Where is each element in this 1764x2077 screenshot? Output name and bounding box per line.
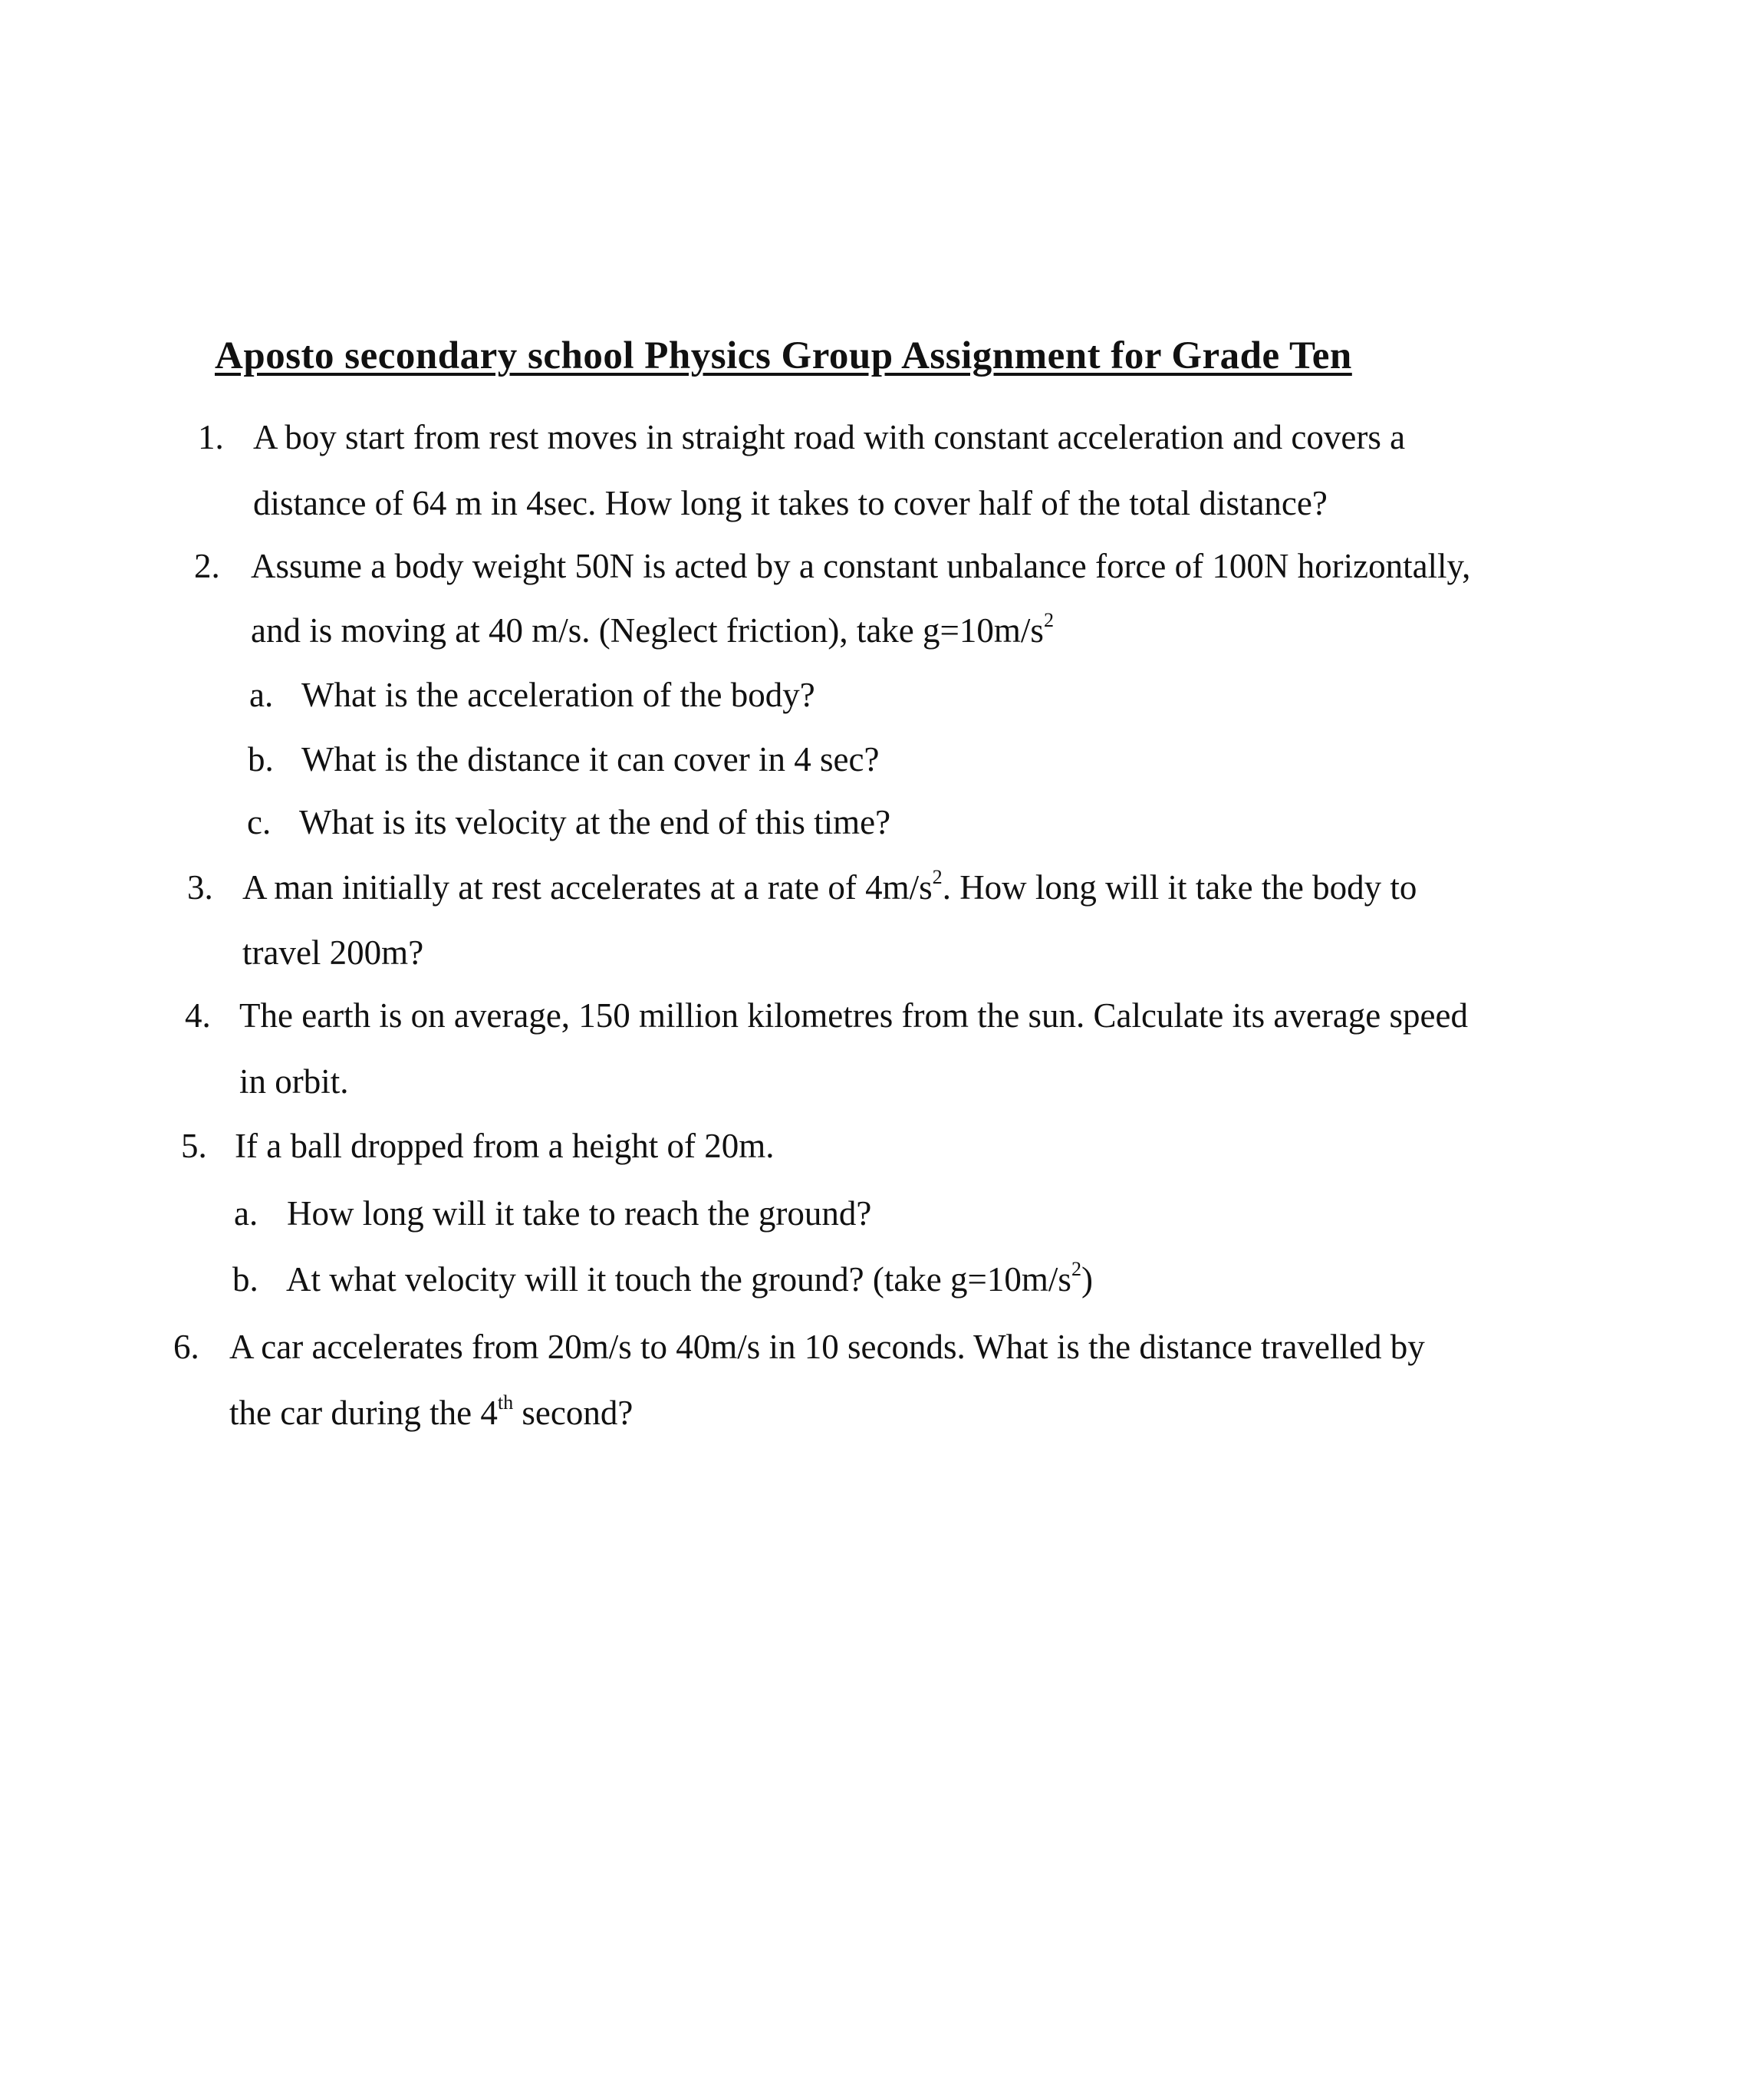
question-1-line-1: A boy start from rest moves in straight road with constant acceleration and covers a [253,418,1406,456]
question-3-number: 3. [187,868,213,907]
question-5-part-b-superscript: 2 [1071,1258,1081,1281]
question-3-line-1-text-a: A man initially at rest accelerates at a rate of 4m/s [242,868,933,907]
question-2-part-c-text: What is its velocity at the end of this time? [299,803,891,841]
question-2-line-1: Assume a body weight 50N is acted by a constant unbalance force of 100N horizontally, [251,547,1471,585]
question-2-part-a-label: a. [249,676,274,714]
question-2-number: 2. [194,547,220,585]
question-6-line-1: A car accelerates from 20m/s to 40m/s in 10 seconds. What is the distance travelled by [229,1328,1425,1366]
question-2-line-2 [251,609,1054,650]
question-6-line-2-text-a: the car during the 4 [229,1394,498,1432]
question-2-part-a-text: What is the acceleration of the body? [301,676,815,714]
question-5-part-b-text-a: At what velocity will it touch the ground? (take g=10m/s [286,1260,1071,1299]
question-4-number: 4. [185,996,211,1035]
question-5-part-b-text-b: ) [1081,1260,1093,1299]
question-5-part-a-text: How long will it take to reach the ground? [287,1194,872,1233]
question-5-part-b-label: b. [232,1260,258,1299]
question-2-line-2-text: and is moving at 40 m/s. (Neglect friction), take g=10m/s [251,611,1044,650]
question-6-line-2-text-b: second? [513,1394,634,1432]
question-4-line-2: in orbit. [239,1062,349,1101]
question-5-part-a-label: a. [234,1194,258,1233]
question-6-line-2 [229,1391,634,1432]
question-1-number: 1. [198,418,224,456]
question-6-number: 6. [173,1328,199,1366]
question-2-part-b-label: b. [248,740,274,778]
question-2-line-2-superscript: 2 [1043,609,1054,632]
question-2-part-c-label: c. [247,803,272,841]
question-3-line-1 [242,866,1417,907]
question-1-line-2: distance of 64 m in 4sec. How long it takes to cover half of the total distance? [253,484,1328,522]
question-5-line-1: If a ball dropped from a height of 20m. [235,1127,775,1165]
question-2-part-b-text: What is the distance it can cover in 4 sec? [301,740,880,778]
question-5-part-b-text [286,1258,1093,1299]
question-6-line-2-superscript: th [497,1391,514,1414]
question-3-line-2: travel 200m? [242,933,424,972]
page-title: Aposto secondary school Physics Group Assignment for Grade Ten [215,334,1352,377]
question-3-line-1-superscript: 2 [932,866,943,889]
question-3-line-1-text-b: . How long will it take the body to [942,868,1417,907]
question-5-number: 5. [181,1127,207,1165]
question-4-line-1: The earth is on average, 150 million kilometres from the sun. Calculate its average speed [239,996,1468,1035]
